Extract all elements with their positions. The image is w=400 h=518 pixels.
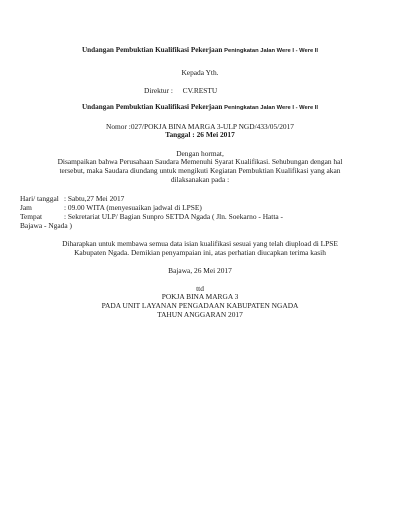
paragraph-line-1: Disampaikan bahwa Perusahaan Saudara Memenuhi Syarat Kualifikasi. Sehubungan dengan hal <box>57 157 343 166</box>
schedule-place-row <box>20 212 283 221</box>
header-title-main: Undangan Pembuktian Kualifikasi Pekerjaan <box>81 46 223 54</box>
paragraph-line-2: tersebut, maka Saudara diundang untuk mengikuti Kegiatan Pembuktian Kualifikasi yang akan <box>59 166 341 175</box>
second-title-sub: Peningkatan Jalan Were I - Were II <box>224 105 319 111</box>
schedule-day-label: Hari/ tanggal <box>20 194 59 203</box>
reference-number: Nomor :027/POKJA BINA MARGA 3-ULP NGD/433/05/2017 <box>106 122 294 131</box>
paragraph-line-3: dilaksanakan pada : <box>170 175 230 184</box>
salutation: Dengan hormat, <box>176 149 224 158</box>
schedule-time-row <box>20 203 202 212</box>
second-title-main: Undangan Pembuktian Kualifikasi Pekerjaan <box>81 103 223 111</box>
schedule-time-label: Jam <box>20 203 32 212</box>
director-line <box>144 86 217 95</box>
signature-line-3: TAHUN ANGGARAN 2017 <box>157 310 243 319</box>
signature-ttd: ttd <box>196 284 204 293</box>
header-title-sub: Peningkatan Jalan Were I - Were II <box>224 48 319 54</box>
closing-line-1: Diharapkan untuk membawa semua data isian kualifikasi sesuai yang telah diupload di LPSE <box>62 239 338 248</box>
schedule-time-value: : 09.00 WITA (menyesuaikan jadwal di LPSE) <box>64 203 202 212</box>
header-title <box>0 46 400 54</box>
director-label: Direktur : <box>144 86 173 95</box>
schedule-day-row <box>20 194 124 203</box>
schedule-place-label: Tempat <box>20 212 43 221</box>
signature-line-2: PADA UNIT LAYANAN PENGADAAN KABUPATEN NGADA <box>101 301 299 310</box>
director-name: CV.RESTU <box>182 86 218 95</box>
schedule-place-value-2: Bajawa - Ngada ) <box>20 221 72 230</box>
second-title <box>0 103 400 111</box>
closing-line-2: Kabupaten Ngada. Demikian penyampaian ini, atas perhatian diucapkan terima kasih <box>74 248 326 257</box>
signature-place-date: Bajawa, 26 Mei 2017 <box>168 266 232 275</box>
reference-date: Tanggal : 26 Mei 2017 <box>165 130 235 139</box>
schedule-day-value: : Sabtu,27 Mei 2017 <box>64 194 125 203</box>
recipient-to: Kepada Yth. <box>181 68 219 77</box>
signature-line-1: POKJA BINA MARGA 3 <box>161 292 239 301</box>
schedule-place-value: : Sekretariat ULP/ Bagian Sunpro SETDA Ngada ( Jln. Soekarno - Hatta - <box>64 212 284 221</box>
